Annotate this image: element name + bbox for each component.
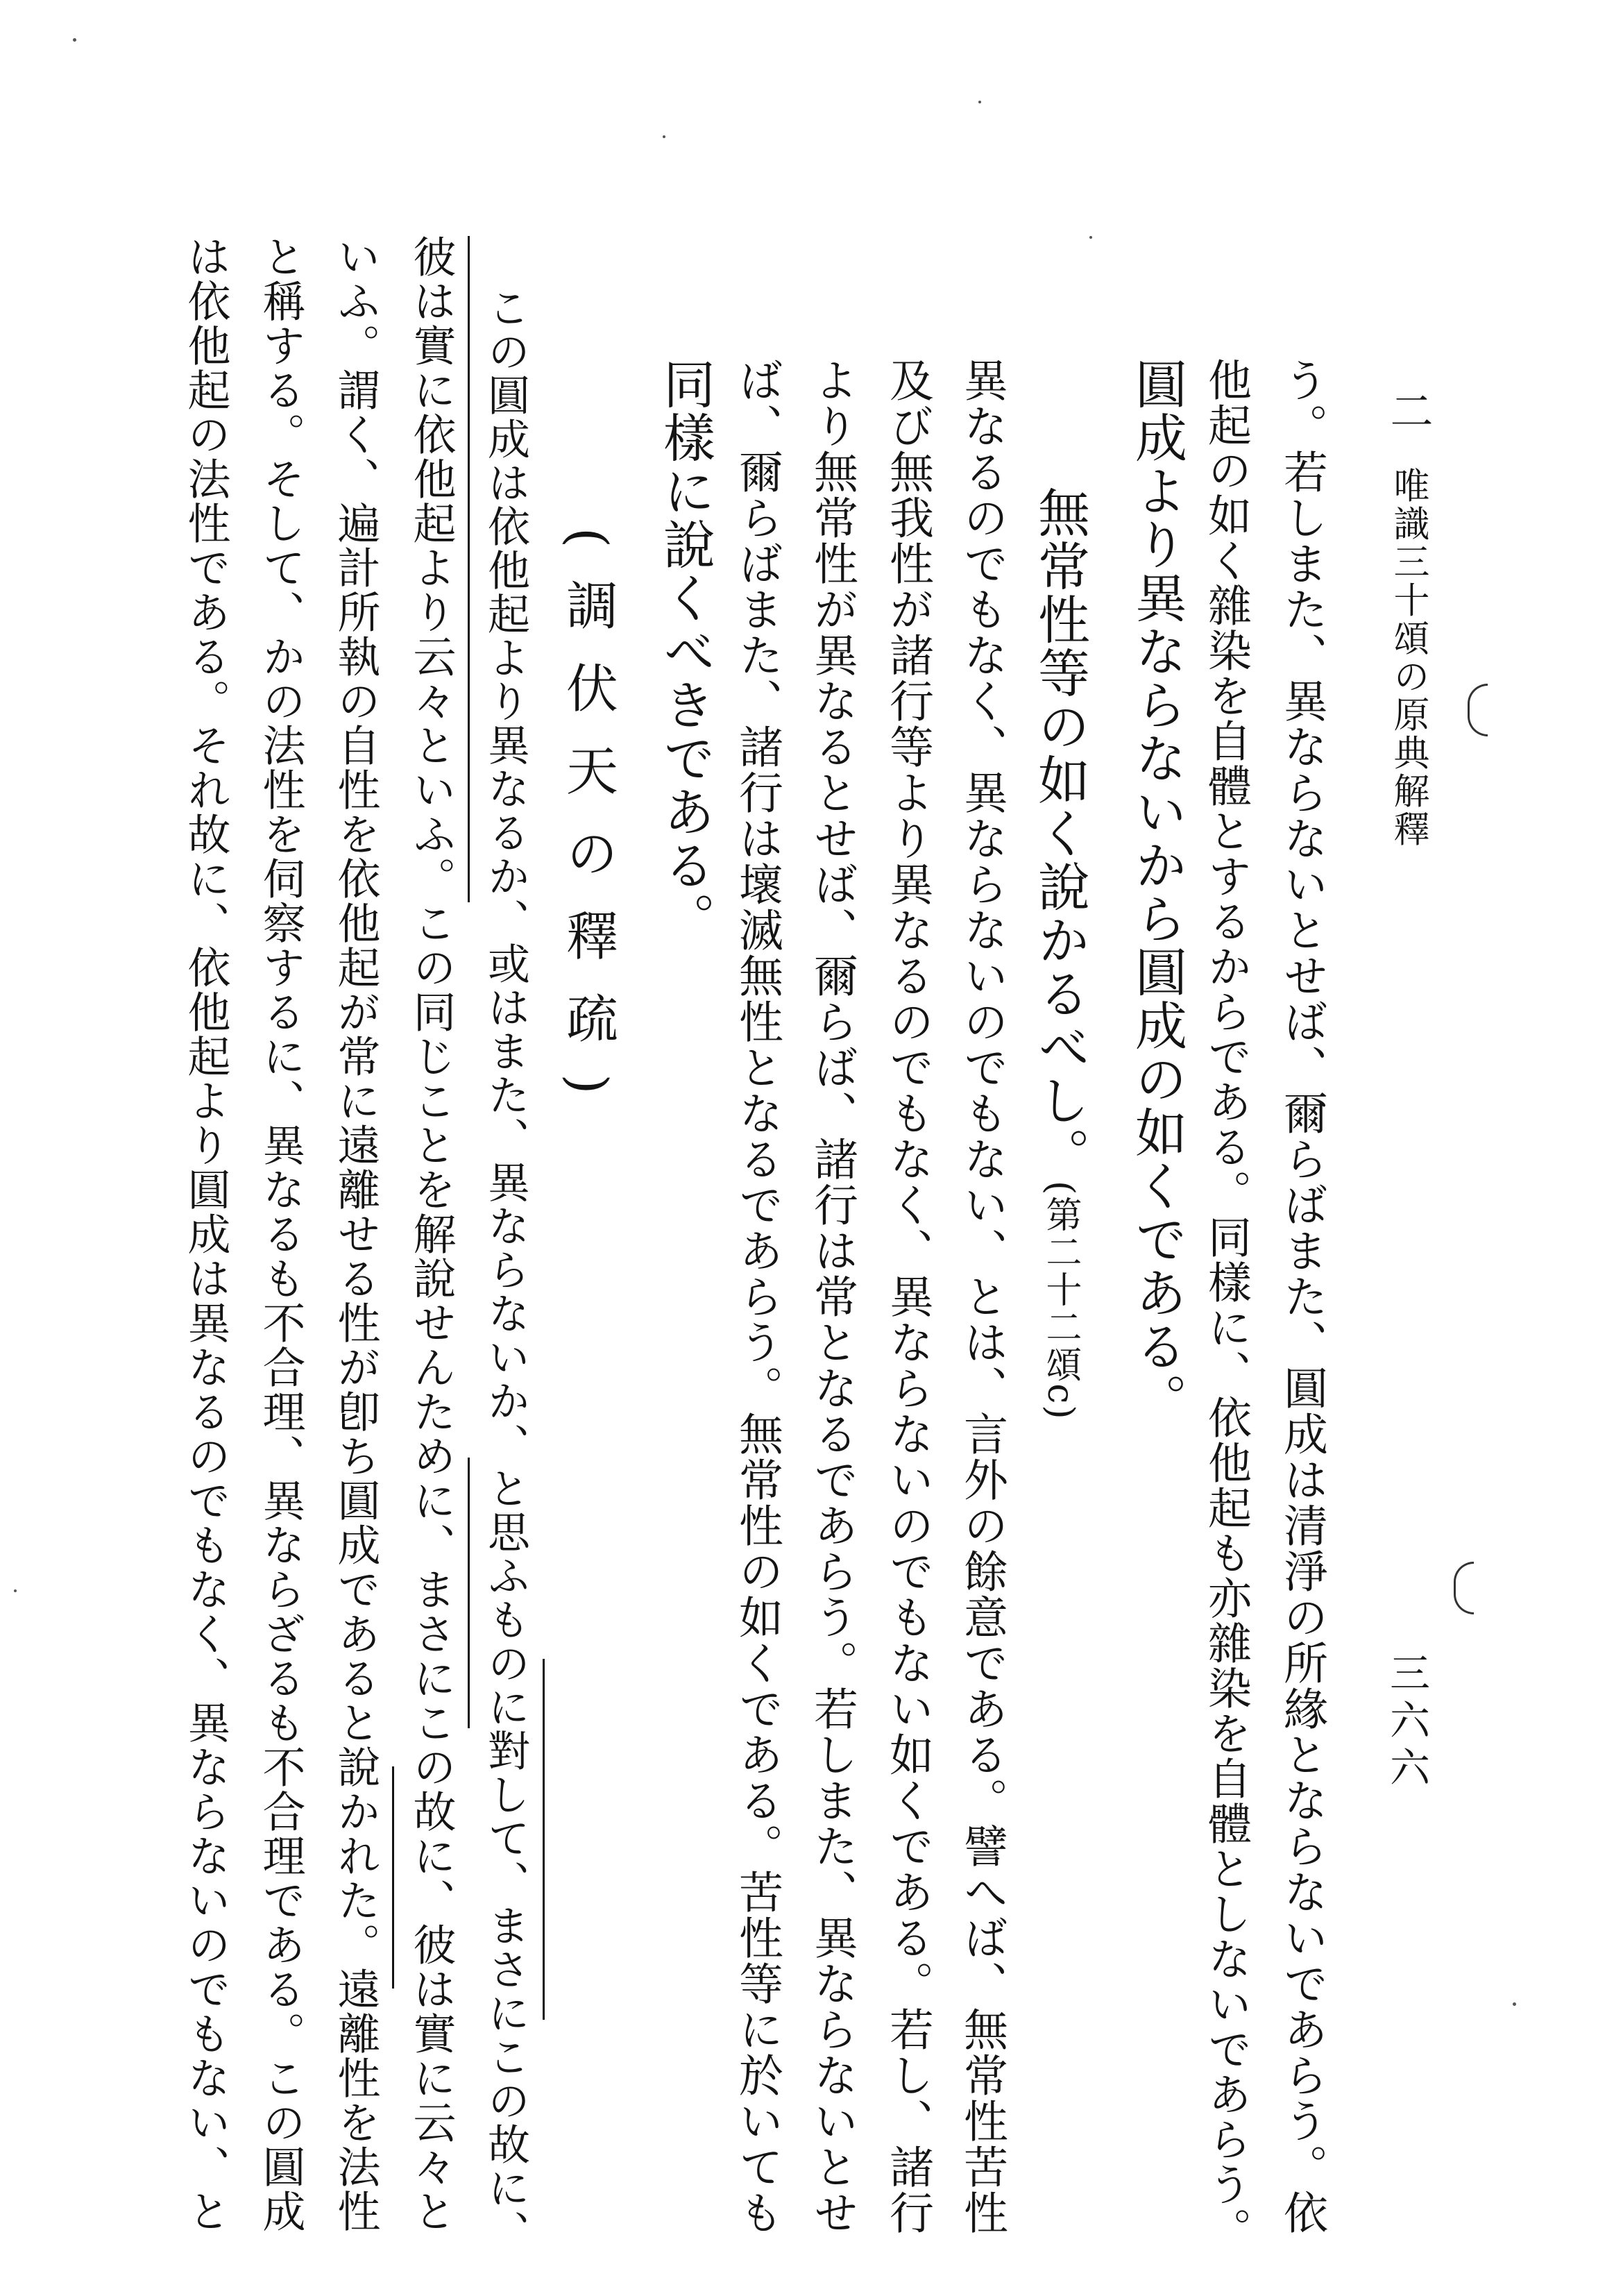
underline-mark [468,1458,470,1728]
scan-speck [663,135,665,138]
text-line: 他起の如く雜染を自體とするからである。同樣に、依他起も亦雜染を自體としないであらう。 [1201,357,1252,2252]
text-line: と稱する。そして、かの法性を伺察するに、異なるも不合理、異ならざるも不合理である。この圓成 [255,235,306,2234]
scan-speck [14,1589,17,1592]
chapter-number: 二 [1383,389,1434,434]
text-line: 同樣に說くべきである。 [655,357,716,945]
scan-speck [978,101,981,103]
page-number: 三六六 [1383,1652,1430,1793]
text-line: 及び無我性が諸行等より異なるのでもなく、異ならないのでもない如くである。若し、諸行 [882,357,933,2236]
section-heading: (調伏天の釋疏) [558,527,619,1125]
scan-speck [73,38,76,42]
underline-mark [468,236,470,902]
scan-speck [1513,2002,1516,2006]
verse-text: 無常性等の如く說かるべし。 [1030,486,1091,1181]
text-line: この圓成は依他起より異なるか、或はまた、異ならないか、と思ふものに對して、まさにこの故に、 [481,286,530,2254]
text-line: 彼は實に依他起より云々といふ。この同じことを解說せんために、まさにこの故に、彼は實に云々と [406,235,457,2234]
text-line: より無常性が異なるとせば、爾らば、諸行は常となるであらう。若しまた、異ならないとせ [806,357,858,2236]
underline-mark [392,1766,394,1989]
text-line: いふ。謂く、遍計所執の自性を依他起が常に遠離せる性が卽ち圓成であると說かれた。遠離性を法性 [330,235,381,2234]
verse-reference: (第二十二頌c) [1039,1181,1081,1421]
margin-mark [1468,684,1488,736]
scan-speck [1089,236,1092,239]
text-line: は依他起の法性である。それ故に、依他起より圓成は異なるのでもなく、異ならないのでもない、と [180,235,231,2234]
text-line: 圓成より異ならないから圓成の如くである。 [1127,357,1188,1426]
text-line: う。若しまた、異ならないとせば、爾らばまた、圓成は清淨の所緣とならないであらう。依 [1276,357,1327,2236]
running-head [1377,389,1439,849]
running-title: 唯識三十頌の原典解釋 [1387,466,1429,849]
text-line: 異なるのでもなく、異ならないのでもない、とは、言外の餘意である。譬へば、無常性苦性 [956,357,1008,2236]
text-line: ば、爾らばまた、諸行は壞滅無性となるであらう。無常性の如くである。苦性等に於いても [731,357,783,2236]
verse-line [1030,486,1091,1421]
margin-mark [1454,1562,1474,1614]
underline-mark [543,1659,545,2020]
